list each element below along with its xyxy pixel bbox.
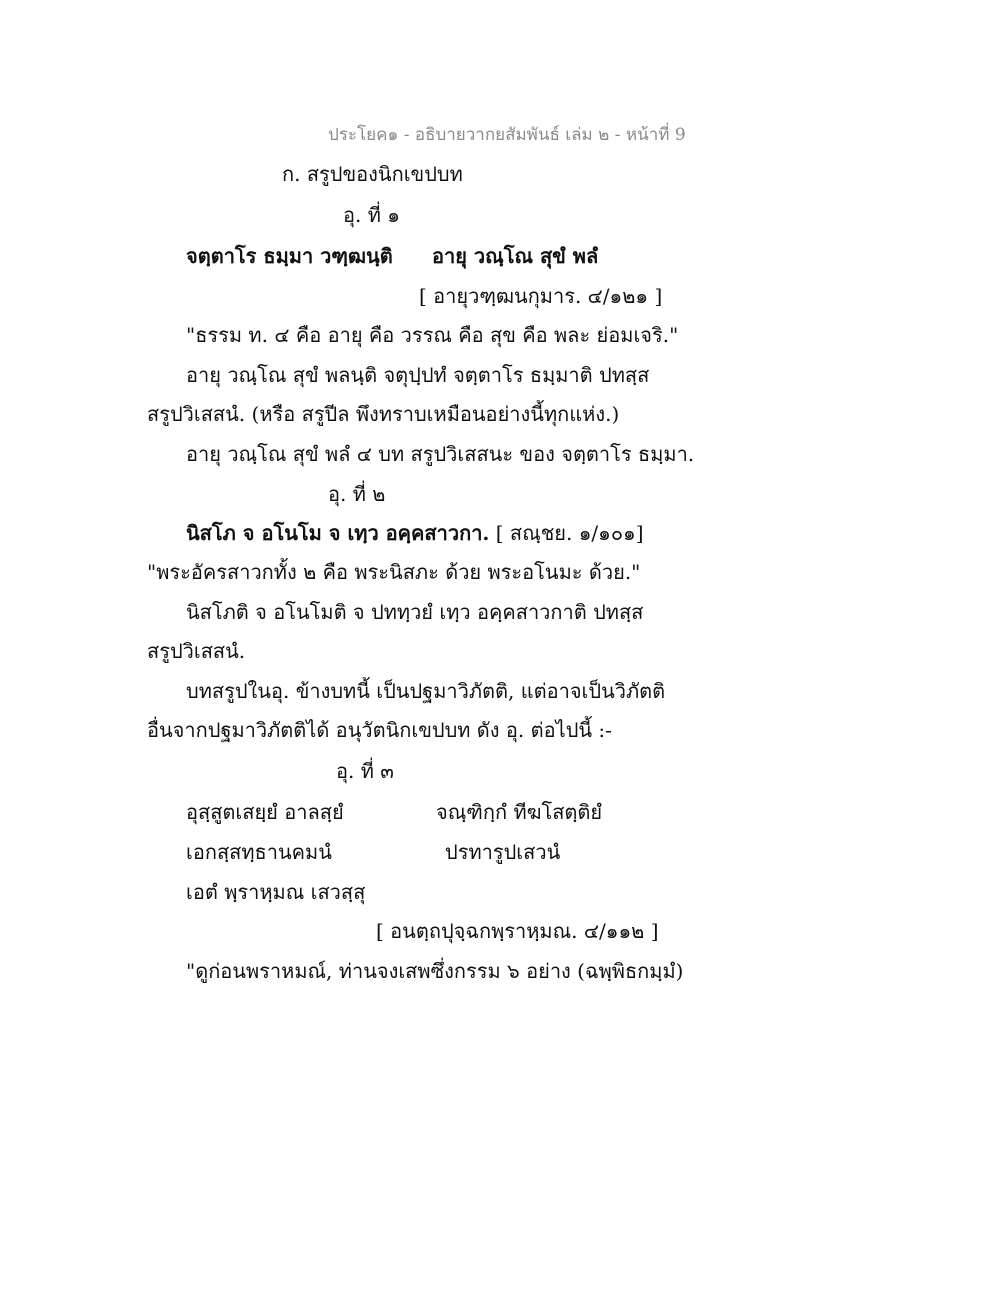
example-2-note-line-2: อื่นจากปฐมาวิภัตติได้ อนุวัตนิกเขปบท ดัง อุ. ต่อไปนี้ :- xyxy=(147,718,612,742)
example-1-label: อุ. ที่ ๑ xyxy=(343,203,400,227)
example-1-reference: [ อายุวฑฺฒนกุมาร. ๔/๑๒๑ ] xyxy=(419,284,663,308)
example-3-verse-2-left: เอกสฺสทฺธานคมนํ xyxy=(186,840,332,864)
example-3-reference: [ อนตฺถปุจฺฉกพฺราหฺมณ. ๔/๑๑๒ ] xyxy=(376,919,659,943)
page-header: ประโยค๑ - อธิบายวากยสัมพันธ์ เล่ม ๒ - หน้าที่ 9 xyxy=(328,125,686,145)
example-2-reference: [ สณฺชย. ๑/๑๐๑] xyxy=(495,521,644,545)
example-3-translation: "ดูก่อนพราหมณ์, ท่านจงเสพซึ่งกรรม ๖ อย่าง (ฉพฺพิธกมฺมํ) xyxy=(186,959,684,983)
example-3-verse-2-right: ปรทารูปเสวนํ xyxy=(445,840,561,864)
example-1-pali-right: อายุ วณฺโณ สุขํ พลํ xyxy=(432,244,599,268)
example-3-verse-1-right: จณฺฑิกฺกํ ทีฆโสตฺติยํ xyxy=(436,800,603,824)
example-1-pali-left: จตฺตาโร ธมฺมา วฑฺฒนฺติ xyxy=(186,244,393,268)
example-1-analysis-line-2: สรูปวิเสสนํ. (หรือ สรูปีล พึงทราบเหมือนอย่างนี้ทุกแห่ง.) xyxy=(147,402,620,426)
example-2-analysis-line-2: สรูปวิเสสนํ. xyxy=(147,639,246,663)
example-2-note-line-1: บทสรูปในอุ. ข้างบทนี้ เป็นปฐมาวิภัตติ, แต่อาจเป็นวิภัตติ xyxy=(186,679,666,703)
example-2-translation: "พระอัครสาวกทั้ง ๒ คือ พระนิสภะ ด้วย พระอโนมะ ด้วย." xyxy=(147,560,641,584)
example-3-verse-3: เอตํ พฺราหฺมณ เสวสฺสุ xyxy=(186,880,366,904)
example-2-pali: นิสโภ จ อโนโม จ เทฺว อคฺคสาวกา. xyxy=(186,521,490,545)
example-3-label: อุ. ที่ ๓ xyxy=(336,759,394,783)
example-1-analysis-line-1: อายุ วณฺโณ สุขํ พลนฺติ จตุปฺปทํ จตฺตาโร ธมฺมาติ ปทสฺส xyxy=(186,363,650,387)
section-title: ก. สรูปของนิกเขปบท xyxy=(282,162,463,186)
example-2-analysis-line-1: นิสโภติ จ อโนโมติ จ ปททฺวยํ เทฺว อคฺคสาวกาติ ปทสฺส xyxy=(186,600,644,624)
example-1-translation: "ธรรม ท. ๔ คือ อายุ คือ วรรณ คือ สุข คือ พละ ย่อมเจริ." xyxy=(186,323,679,347)
example-3-verse-1-left: อุสฺสูตเสยฺยํ อาลสฺยํ xyxy=(186,800,344,824)
example-1-analysis-line-3: อายุ วณฺโณ สุขํ พลํ ๔ บท สรูปวิเสสนะ ของ จตฺตาโร ธมฺมา. xyxy=(186,442,695,466)
example-2-line xyxy=(186,519,644,547)
example-2-label: อุ. ที่ ๒ xyxy=(328,482,386,506)
